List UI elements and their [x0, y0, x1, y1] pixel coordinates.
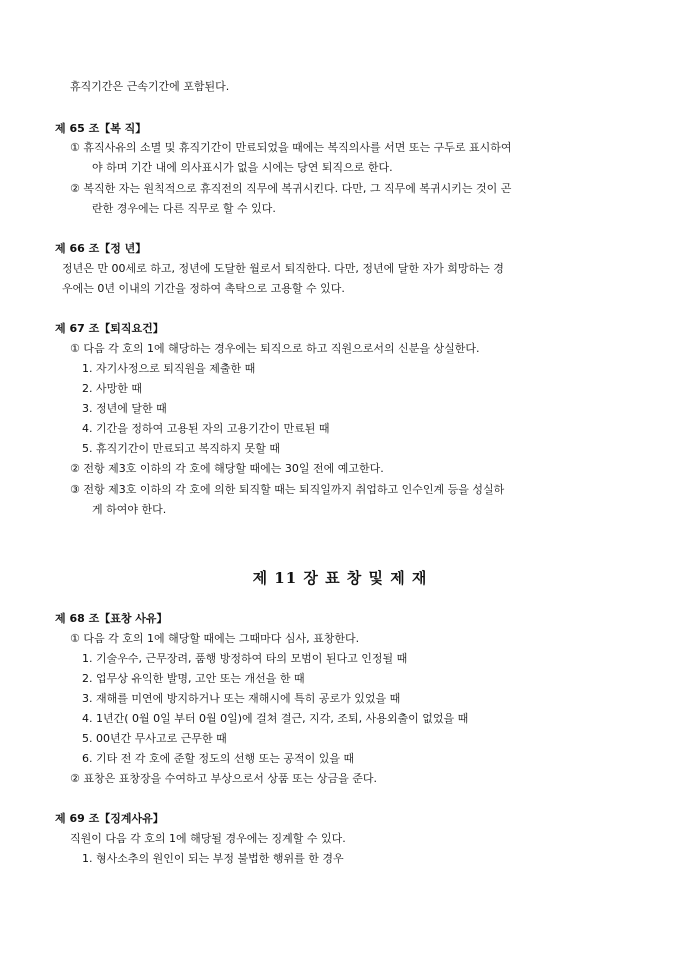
- article-66-heading: 제 66 조【정 년】: [55, 242, 147, 255]
- article-68-clause-1: ① 다음 각 호의 1에 해당할 때에는 그때마다 심사, 표창한다.: [70, 632, 360, 645]
- article-69-heading: 제 69 조【징계사유】: [55, 812, 164, 825]
- article-65-clause-2: ② 복직한 자는 원칙적으로 휴직전의 직무에 복귀시킨다. 다만, 그 직무에 복귀시키는 것이 곤: [70, 182, 512, 195]
- article-66-paragraph: 정년은 만 00세로 하고, 정년에 도달한 월로서 퇴직한다. 다만, 정년에 달한 자가 희망하는 경: [62, 262, 504, 275]
- list-item: 4. 기간을 정하여 고용된 자의 고용기간이 만료된 때: [82, 422, 330, 435]
- article-65-clause-2-cont: 란한 경우에는 다른 직무로 할 수 있다.: [92, 202, 276, 215]
- article-67-clause-2: ② 전항 제3호 이하의 각 호에 해당할 때에는 30일 전에 예고한다.: [70, 462, 384, 475]
- list-item: 1. 기술우수, 근무장려, 품행 방정하여 타의 모범이 된다고 인정될 때: [82, 652, 408, 665]
- article-69-paragraph: 직원이 다음 각 호의 1에 해당될 경우에는 징계할 수 있다.: [70, 832, 346, 845]
- list-item: 3. 정년에 달한 때: [82, 402, 167, 415]
- list-item: 2. 업무상 유익한 발명, 고안 또는 개선을 한 때: [82, 672, 305, 685]
- article-65-heading: 제 65 조【복 직】: [55, 122, 147, 135]
- list-item: 3. 재해를 미연에 방지하거나 또는 재해시에 특히 공로가 있었을 때: [82, 692, 401, 705]
- list-item: 6. 기타 전 각 호에 준할 정도의 선행 또는 공적이 있을 때: [82, 752, 355, 765]
- article-68-heading: 제 68 조【표창 사유】: [55, 612, 168, 625]
- list-item: 5. 00년간 무사고로 근무한 때: [82, 732, 227, 745]
- article-67-heading: 제 67 조【퇴직요건】: [55, 322, 164, 335]
- list-item: 5. 휴직기간이 만료되고 복직하지 못할 때: [82, 442, 280, 455]
- article-65-clause-1-cont: 야 하며 기간 내에 의사표시가 없을 시에는 당연 퇴직으로 한다.: [92, 161, 393, 174]
- article-67-clause-1: ① 다음 각 호의 1에 해당하는 경우에는 퇴직으로 하고 직원으로서의 신분을 상실한다.: [70, 342, 480, 355]
- article-65-clause-1: ① 휴직사유의 소멸 및 휴직기간이 만료되었을 때에는 복직의사를 서면 또는 구두로 표시하여: [70, 141, 512, 154]
- chapter-title: 제 11 장 표 창 및 제 재: [252, 569, 428, 587]
- article-66-paragraph-cont: 우에는 0년 이내의 기간을 정하여 촉탁으로 고용할 수 있다.: [62, 282, 345, 295]
- list-item: 2. 사망한 때: [82, 382, 142, 395]
- article-67-clause-3: ③ 전항 제3호 이하의 각 호에 의한 퇴직할 때는 퇴직일까지 취업하고 인수인계 등을 성실하: [70, 483, 505, 496]
- list-item: 4. 1년간( 0월 0일 부터 0월 0일)에 걸쳐 결근, 지각, 조퇴, 사용외출이 없었을 때: [82, 712, 469, 725]
- list-item: 1. 자기사정으로 퇴직원을 제출한 때: [82, 362, 256, 375]
- article-68-clause-2: ② 표창은 표창장을 수여하고 부상으로서 상품 또는 상금을 준다.: [70, 772, 377, 785]
- article-67-clause-3-cont: 게 하여야 한다.: [92, 503, 167, 516]
- list-item: 1. 형사소추의 원인이 되는 부정 불법한 행위를 한 경우: [82, 852, 344, 865]
- intro-paragraph: 휴직기간은 근속기간에 포함된다.: [70, 80, 230, 93]
